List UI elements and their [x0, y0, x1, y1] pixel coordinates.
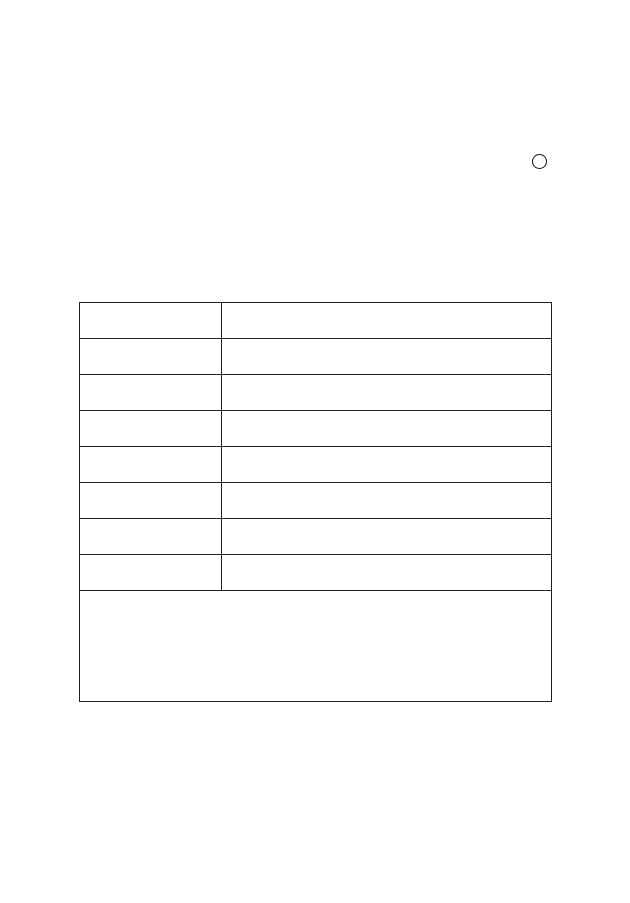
date-line	[481, 99, 544, 113]
application-table	[79, 302, 552, 702]
row-label	[80, 447, 222, 483]
seal-mark	[532, 154, 547, 169]
row-value-field[interactable]	[222, 555, 552, 591]
attachments-cell	[80, 591, 552, 702]
row-value-field[interactable]	[222, 411, 552, 447]
row-label	[80, 555, 222, 591]
row-label	[80, 483, 222, 519]
row-label	[80, 375, 222, 411]
table-row	[80, 483, 552, 519]
table-row	[80, 339, 552, 375]
table-row	[80, 375, 552, 411]
row-value-field[interactable]	[222, 303, 552, 339]
table-row	[80, 303, 552, 339]
table-row	[80, 555, 552, 591]
row-value-field[interactable]	[222, 519, 552, 555]
table-row	[80, 411, 552, 447]
row-value-field[interactable]	[222, 483, 552, 519]
table-row	[80, 519, 552, 555]
row-value-field[interactable]	[222, 339, 552, 375]
row-label	[80, 339, 222, 375]
row-value-field[interactable]	[222, 447, 552, 483]
application-statement	[80, 247, 552, 266]
row-label	[80, 411, 222, 447]
row-label	[80, 303, 222, 339]
row-value-field[interactable]	[222, 375, 552, 411]
table-row	[80, 447, 552, 483]
row-label	[80, 519, 222, 555]
